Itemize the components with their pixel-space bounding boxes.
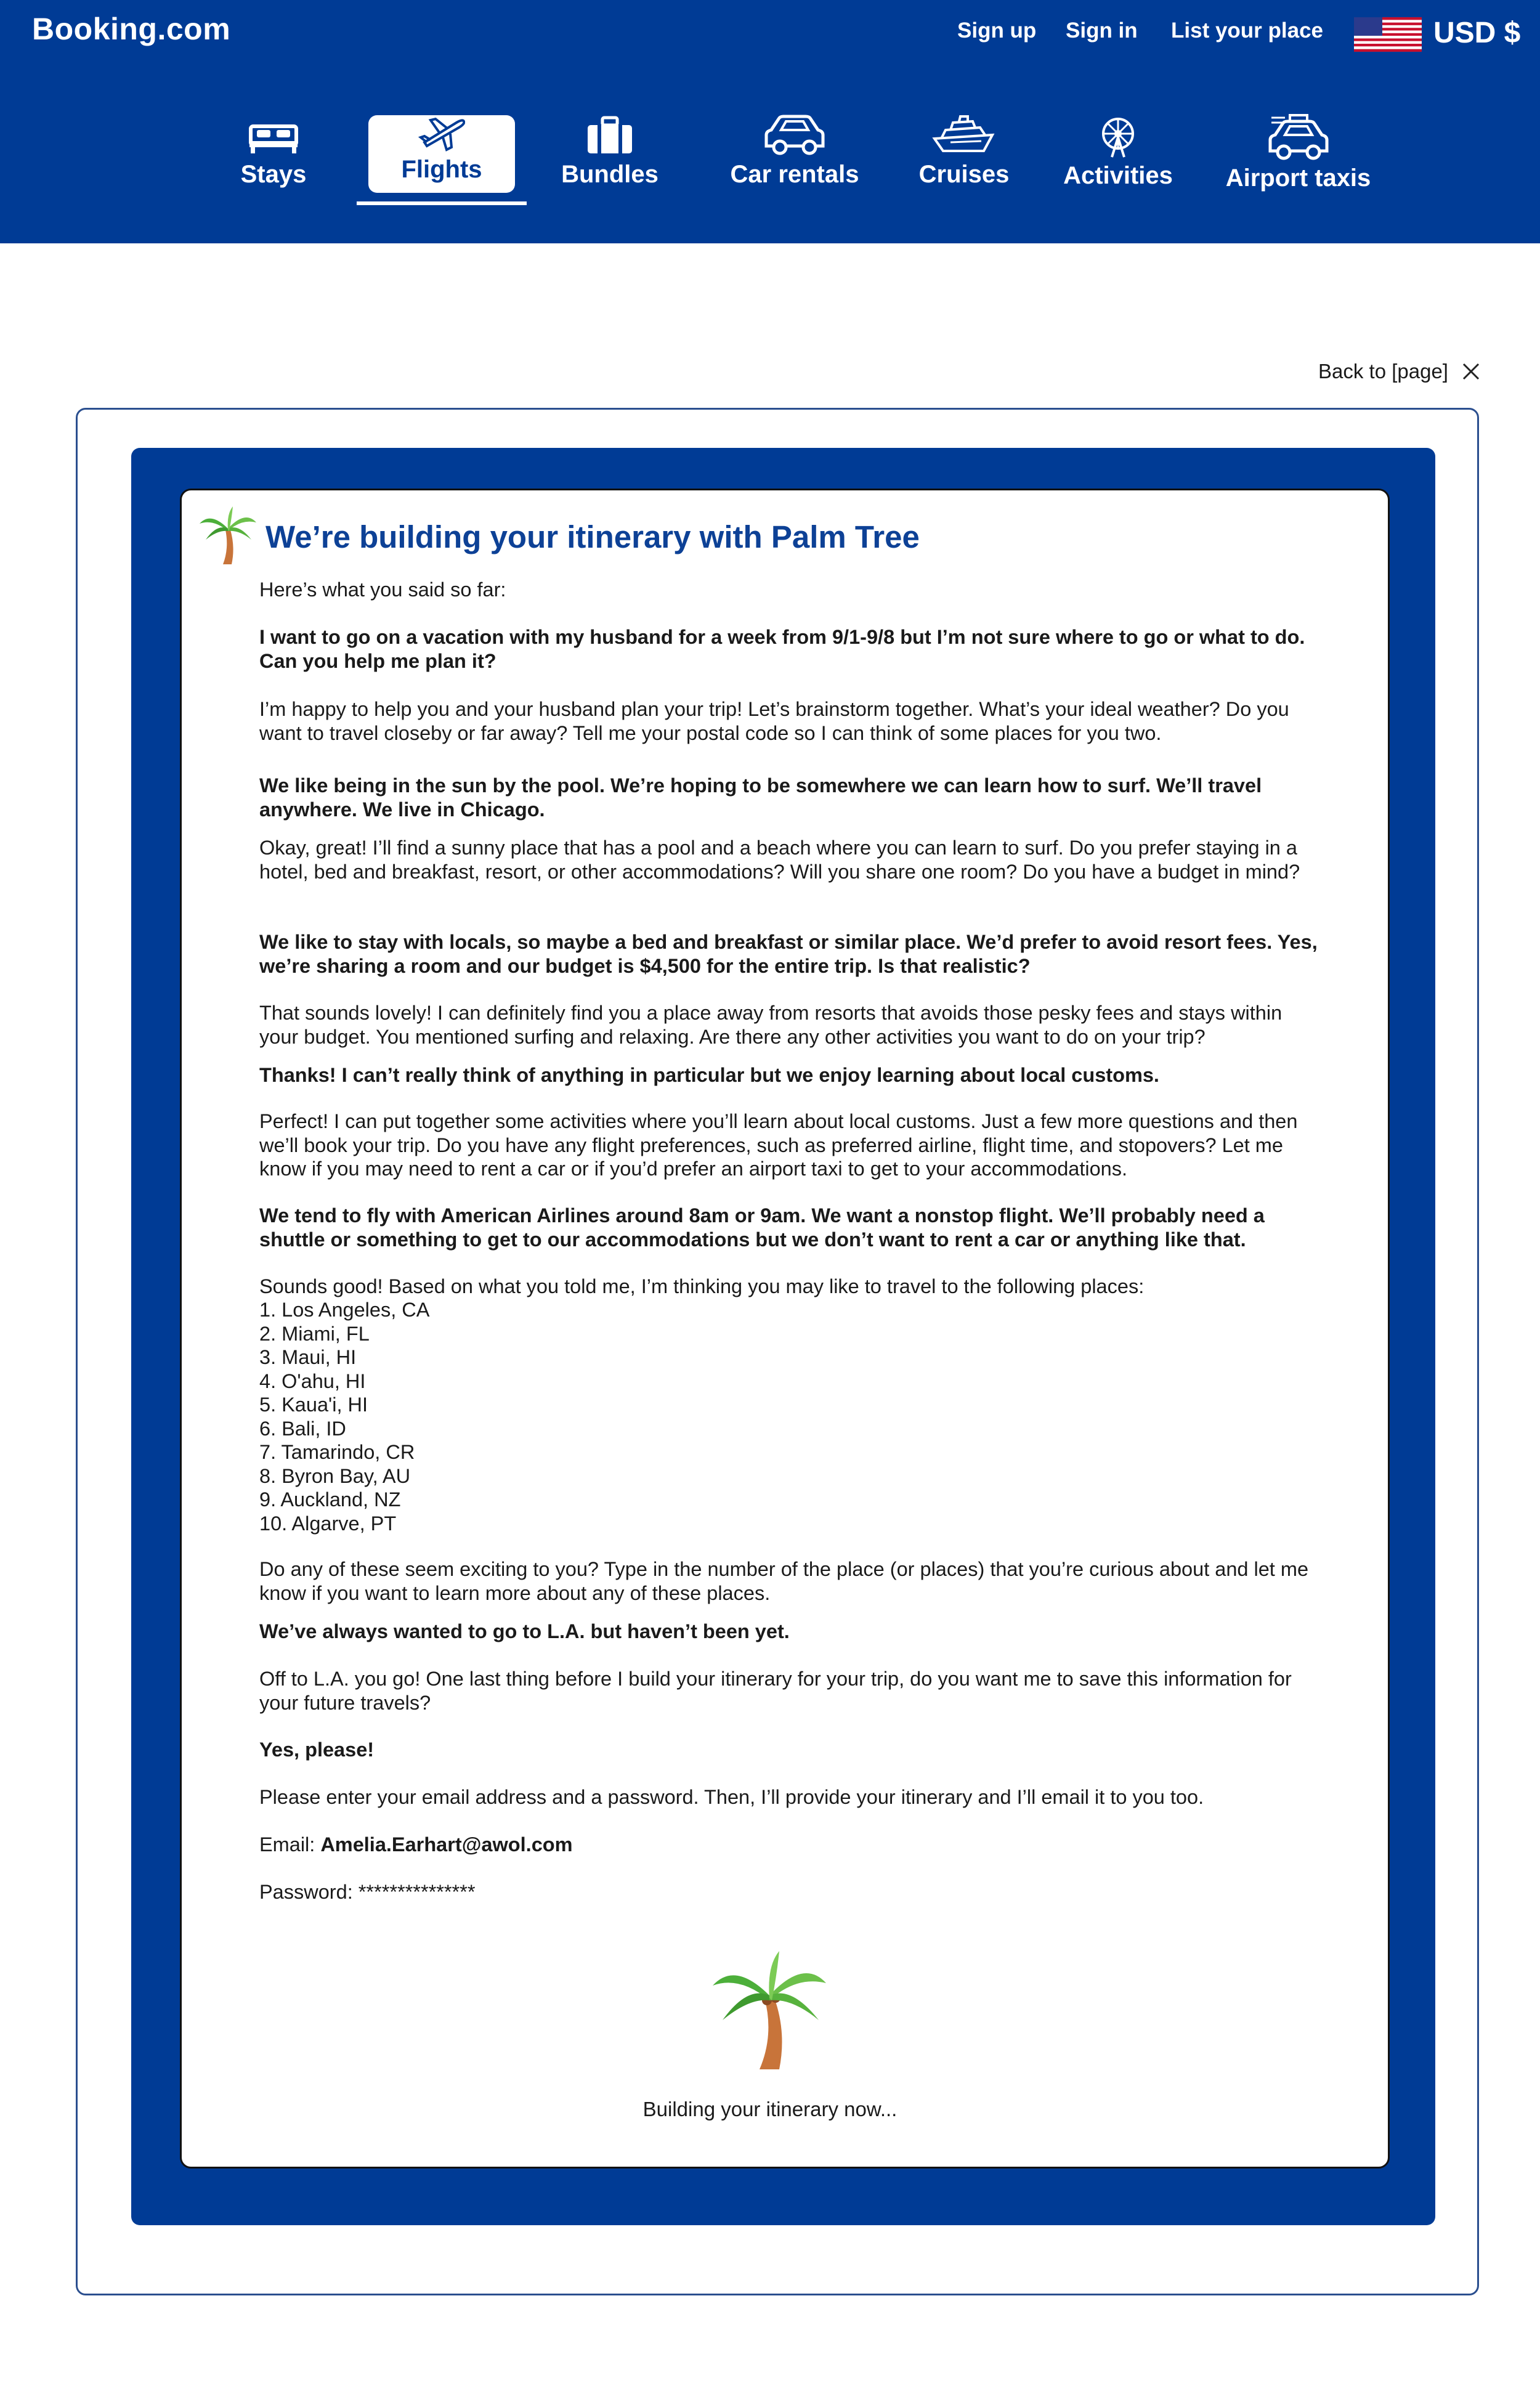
ship-icon (932, 114, 996, 157)
places-list (259, 1298, 1325, 1535)
tab-label: Car rentals (730, 161, 859, 188)
user-message: We like to stay with locals, so maybe a bed and breakfast or similar place. We’d prefer to avoid resort fees. Yes, we’re sharing a room and our budget is $4,500 for the entire trip. Is that realistic? (259, 931, 1318, 977)
user-message: I want to go on a vacation with my husband for a week from 9/1-9/8 but I’m not sure where to go or what to do. Can you help me plan it? (259, 626, 1305, 672)
list-item: 10. Algarve, PT (259, 1512, 397, 1535)
list-item: 7. Tamarindo, CR (259, 1441, 415, 1463)
tab-label: Activities (1063, 162, 1173, 189)
password-value: *************** (358, 1881, 476, 1903)
bed-icon (248, 114, 299, 157)
sign-in-link[interactable]: Sign in (1066, 18, 1138, 43)
car-icon (763, 114, 827, 157)
taxi-icon (1266, 114, 1331, 161)
back-link-label: Back to [page] (1318, 360, 1448, 383)
tab-activities[interactable] (1056, 114, 1180, 206)
email-row (259, 1833, 1325, 1857)
tab-label: Cruises (918, 161, 1010, 188)
list-item: 4. O'ahu, HI (259, 1370, 366, 1392)
tab-label: Airport taxis (1225, 164, 1371, 192)
booking-logo[interactable]: Booking.com (32, 12, 231, 46)
palm-tree-icon (710, 1949, 829, 2072)
assistant-message: That sounds lovely! I can definitely find you a place away from resorts that avoids those pesky fees and stays within your budget. You mentioned surfing and relaxing. Are there any other activities you want to do on your trip? (259, 1002, 1283, 1048)
assistant-message: Please enter your email address and a password. Then, I’ll provide your itinerary and I’ll email it to you too. (259, 1786, 1204, 1808)
tab-label: Stays (240, 161, 307, 188)
list-your-place-link[interactable]: List your place (1171, 18, 1324, 43)
currency-selector[interactable]: USD $ (1433, 17, 1521, 49)
intro-text: Here’s what you said so far: (259, 578, 506, 601)
tab-label: Flights (401, 156, 482, 183)
tab-cruises[interactable] (912, 114, 1016, 206)
tab-airport-taxis[interactable] (1220, 114, 1377, 206)
password-row (259, 1880, 1325, 1904)
assistant-message: Sounds good! Based on what you told me, I’m thinking you may like to travel to the following places: (259, 1275, 1145, 1297)
email-value: Amelia.Earhart@awol.com (320, 1833, 573, 1856)
us-flag-icon[interactable] (1354, 17, 1422, 52)
tab-bundles[interactable] (554, 114, 665, 206)
user-message: Yes, please! (259, 1739, 375, 1761)
assistant-message: Off to L.A. you go! One last thing before I build your itinerary for your trip, do you want me to save this information for your future travels? (259, 1668, 1292, 1714)
ferris-wheel-icon (1096, 114, 1140, 158)
user-message: Thanks! I can’t really think of anything in particular but we enjoy learning about local customs. (259, 1064, 1159, 1086)
assistant-message: Okay, great! I’ll find a sunny place that has a pool and a beach where you can learn to surf. Do you prefer staying in a hotel, bed and breakfast, resort, or other accommodations? Will you share one room? Do you have a budget in mind? (259, 837, 1300, 883)
modal-title: We’re building your itinerary with Palm Tree (265, 519, 920, 554)
tab-car-rentals[interactable] (727, 114, 862, 206)
list-item: 2. Miami, FL (259, 1322, 370, 1345)
back-link[interactable] (1318, 360, 1480, 383)
assistant-message: Do any of these seem exciting to you? Type in the number of the place (or places) that you’re curious about and let me know if you want to learn more about any of these places. (259, 1558, 1309, 1604)
building-status: Building your itinerary now... (642, 2098, 898, 2120)
user-message: We like being in the sun by the pool. We’re hoping to be somewhere we can learn how to surf. We’ll travel anywhere. We live in Chicago. (259, 774, 1262, 821)
assistant-message: I’m happy to help you and your husband plan your trip! Let’s brainstorm together. What’s your ideal weather? Do you want to travel closeby or far away? Tell me your postal code so I can think of some places for you two. (259, 698, 1289, 744)
email-label: Email: (259, 1833, 315, 1856)
sign-up-link[interactable]: Sign up (957, 18, 1037, 43)
password-label: Password: (259, 1881, 353, 1903)
tab-label: Bundles (561, 161, 659, 188)
palm-tree-icon (198, 505, 257, 567)
suitcase-icon (585, 114, 634, 157)
site-header (0, 0, 1540, 243)
list-item: 1. Los Angeles, CA (259, 1299, 430, 1321)
user-message: We’ve always wanted to go to L.A. but haven’t been yet. (259, 1620, 790, 1642)
assistant-message: Perfect! I can put together some activities where you’ll learn about local customs. Just a few more questions and then we’ll book your trip. Do you have any flight preferences, such as preferred airline, flight time, and stopovers? Let me know if you may need to rent a car or if you’d prefer an airport taxi to get to your accommodations. (259, 1110, 1298, 1180)
user-message: We tend to fly with American Airlines around 8am or 9am. We want a nonstop flight. We’ll probably need a shuttle or something to get to our accommodations but we don’t want to rent a car or anything like that. (259, 1204, 1265, 1251)
close-icon[interactable] (1462, 362, 1480, 381)
list-item: 8. Byron Bay, AU (259, 1464, 411, 1487)
list-item: 9. Auckland, NZ (259, 1488, 401, 1511)
tab-stays[interactable] (237, 114, 310, 206)
list-item: 3. Maui, HI (259, 1346, 357, 1368)
tab-flights[interactable] (368, 114, 515, 206)
plane-icon (418, 114, 465, 152)
list-item: 5. Kaua'i, HI (259, 1394, 368, 1416)
list-item: 6. Bali, ID (259, 1417, 346, 1440)
